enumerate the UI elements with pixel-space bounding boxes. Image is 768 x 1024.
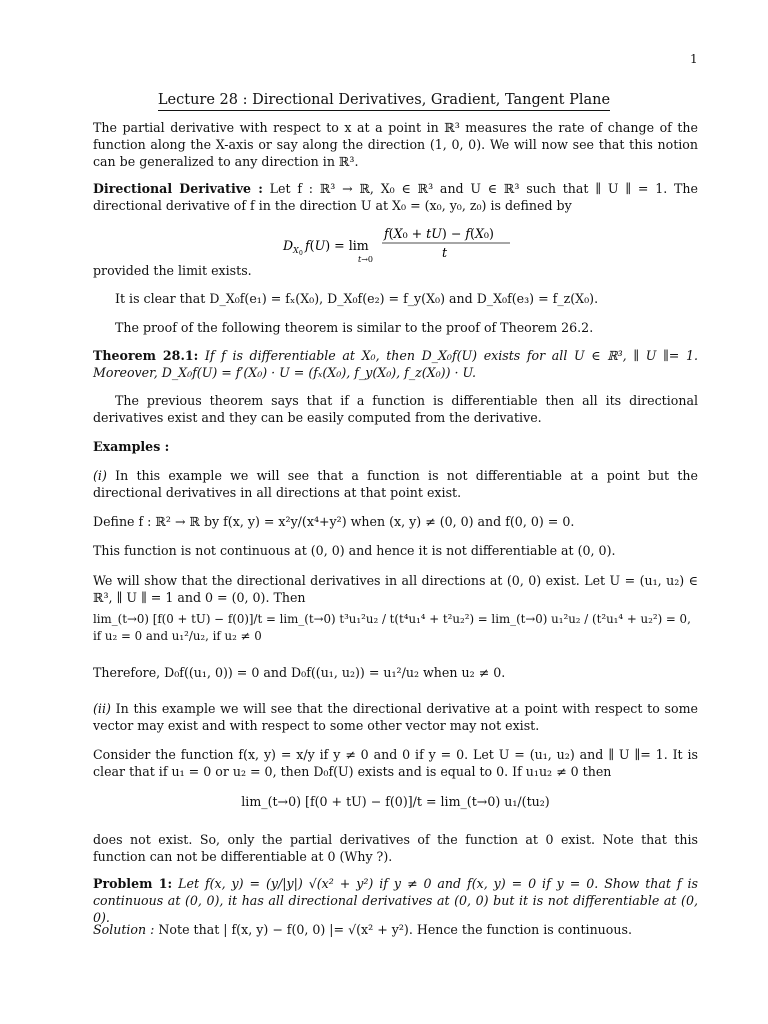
theorem-text: If f is differentiable at X₀, then D_X₀f(U) exists for all U ∈ ℝ³, ∥ U ∥= 1. Moreover, D_X₀f(U) = f′(X₀) · U = (fₓ(X₀), f_y(X₀), f_z(X₀)) · U. <box>93 348 699 380</box>
example-1-text: In this example we will see that a function is not differentiable at a point but the directional derivatives in all directions at that point exist. <box>93 468 698 500</box>
example-2-label: (ii) <box>93 701 111 716</box>
not-exist-paragraph: does not exist. So, only the partial derivatives of the function at 0 exist. Note that this function can not be differentiable at 0 (Why ?). <box>93 832 698 864</box>
limit-exists: provided the limit exists. <box>93 263 252 278</box>
intro-paragraph: The partial derivative with respect to x at a point in ℝ³ measures the rate of change of the function along the X-axis or say along the direction (1, 0, 0). We will now see that this notion can be generalized to any direction in ℝ³. <box>93 120 698 169</box>
example-2 <box>93 700 698 734</box>
solution-text: Note that | f(x, y) − f(0, 0) |= √(x² + y²). Hence the function is continuous. <box>158 922 632 937</box>
svg-text:D: D <box>283 238 294 253</box>
therefore-line: Therefore, D₀f((u₁, 0)) = 0 and D₀f((u₁, u₂)) = u₁²/u₂ when u₂ ≠ 0. <box>93 665 506 680</box>
limit-computation: lim_(t→0) [f(0 + tU) − f(0)]/t = lim_(t→0) t³u₁²u₂ / t(t⁴u₁⁴ + t²u₂²) = lim_(t→0) u₁²u₂ / (t²u₁⁴ + u₂²) = 0, if u₂ = 0 and u₁²/u₂, if u₂ ≠ 0 <box>93 612 691 643</box>
problem-text: Let f(x, y) = (y/|y|) √(x² + y²) if y ≠ 0 and f(x, y) = 0 if y = 0. Show that f is continuous at (0, 0), it has all directional derivatives at (0, 0) but it is not differentiable at (0, 0). <box>93 876 698 925</box>
define-line: Define f : ℝ² → ℝ by f(x, y) = x²y/(x⁴+y²) when (x, y) ≠ (0, 0) and f(0, 0) = 0. <box>93 514 575 529</box>
dd-heading: Directional Derivative : <box>93 181 263 196</box>
svg-text:f(U) = lim: f(U) = lim <box>305 238 369 253</box>
directional-derivative-definition <box>93 180 698 214</box>
lecture-title: Lecture 28 : Directional Derivatives, Gradient, Tangent Plane <box>0 92 768 108</box>
svg-text:t: t <box>442 245 448 260</box>
svg-text:0: 0 <box>299 250 303 257</box>
dd-formula-svg <box>200 228 560 264</box>
example-1 <box>93 467 698 501</box>
svg-text:t→0: t→0 <box>358 255 374 264</box>
proof-line: The proof of the following theorem is similar to the proof of Theorem 26.2. <box>115 320 594 335</box>
examples-heading: Examples : <box>93 439 170 454</box>
theorem-28-1 <box>93 347 698 381</box>
dd-text: Let f : ℝ³ → ℝ, X₀ ∈ ℝ³ and U ∈ ℝ³ such that ∥ U ∥ = 1. The directional derivative of f in the direction U at X₀ = (x₀, y₀, z₀) is defined by <box>93 181 698 213</box>
solution-label: Solution : <box>93 922 155 937</box>
problem-label: Problem 1: <box>93 876 173 891</box>
svg-text:X: X <box>293 246 299 255</box>
svg-text:f(X₀ + tU) − f(X₀): f(X₀ + tU) − f(X₀) <box>384 228 494 241</box>
page-number: 1 <box>690 52 698 66</box>
consider-paragraph: Consider the function f(x, y) = x/y if y ≠ 0 and 0 if y = 0. Let U = (u₁, u₂) and ∥ U ∥= 1. It is clear that if u₁ = 0 or u₂ = 0, then D₀f(U) exists and is equal to 0. If u₁u₂ ≠ 0 then <box>93 747 698 779</box>
solution-paragraph <box>93 921 698 938</box>
clear-line: It is clear that D_X₀f(e₁) = fₓ(X₀), D_X₀f(e₂) = f_y(X₀) and D_X₀f(e₃) = f_z(X₀). <box>115 291 599 306</box>
theorem-label: Theorem 28.1: <box>93 348 199 363</box>
example-2-text: In this example we will see that the directional derivative at a point with respect to some vector may exist and with respect to some other vector may not exist. <box>93 701 698 733</box>
not-continuous-line: This function is not continuous at (0, 0) and hence it is not differentiable at (0, 0). <box>93 543 616 558</box>
problem-1 <box>93 875 698 926</box>
previous-theorem-paragraph: The previous theorem says that if a function is differentiable then all its directional derivatives exist and they can be easily computed from the derivative. <box>93 393 698 425</box>
we-show-paragraph: We will show that the directional derivatives in all directions at (0, 0) exist. Let U = (u₁, u₂) ∈ ℝ³, ∥ U ∥ = 1 and 0 = (0, 0). Then <box>93 573 698 605</box>
second-limit-formula: lim_(t→0) [f(0 + tU) − f(0)]/t = lim_(t→0) u₁/(tu₂) <box>241 794 550 809</box>
example-1-label: (i) <box>93 468 107 483</box>
